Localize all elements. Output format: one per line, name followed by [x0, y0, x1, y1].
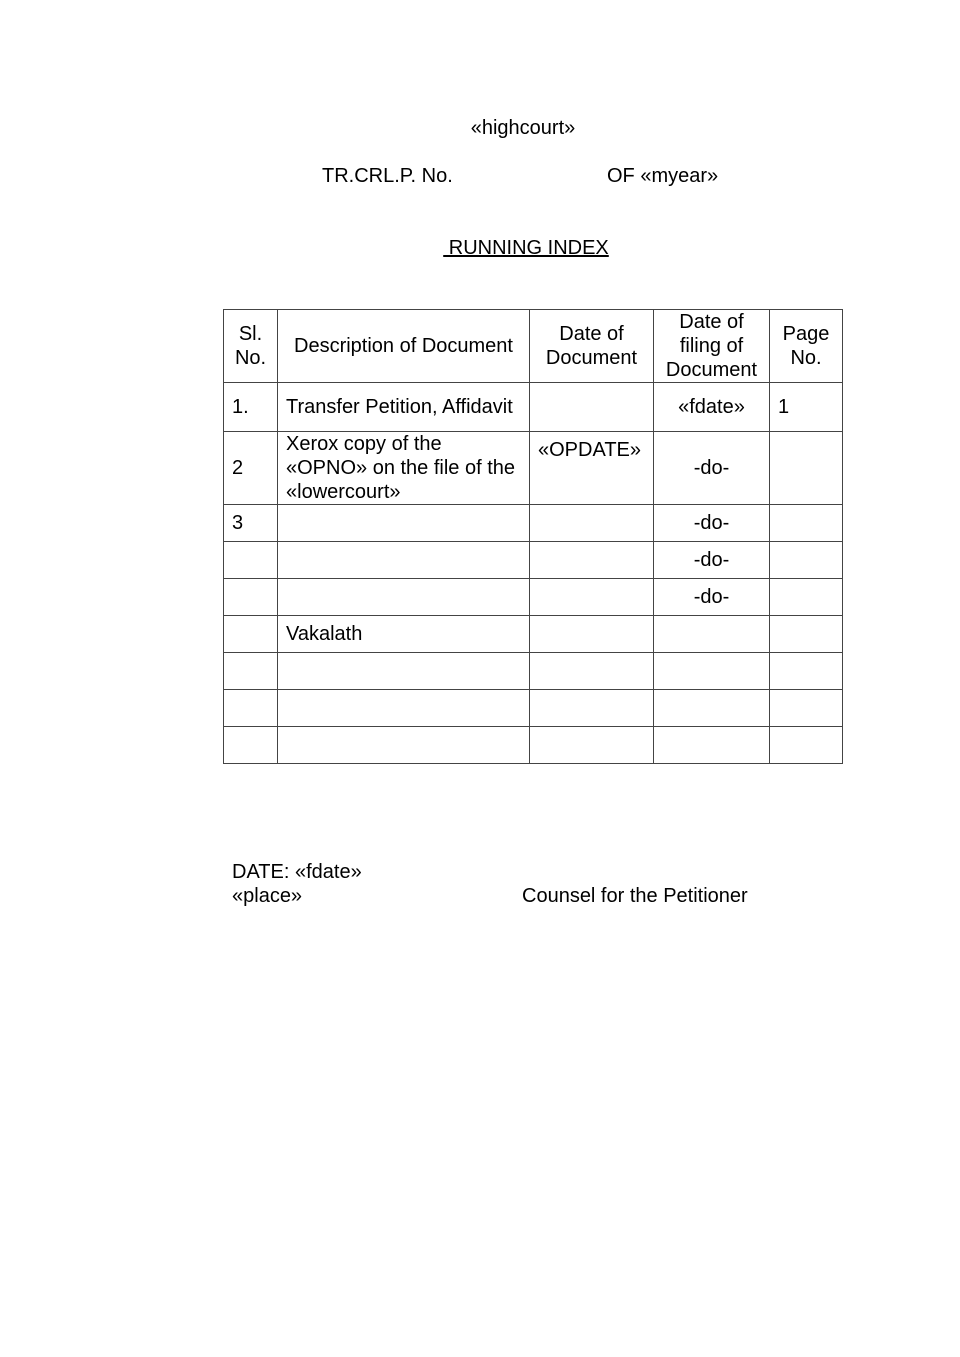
cell-sl: 1. — [224, 383, 278, 432]
cell-description: Transfer Petition, Affidavit — [278, 383, 530, 432]
cell-page — [770, 432, 843, 505]
table-row — [224, 616, 843, 653]
header-date-of-document: Date of Document — [530, 310, 654, 383]
cell-page: 1 — [770, 383, 843, 432]
case-year: OF «myear» — [607, 165, 719, 187]
cell-doc-date — [530, 579, 654, 616]
page-title: RUNNING INDEX — [443, 237, 609, 259]
cell-sl — [224, 542, 278, 579]
cell-description — [278, 505, 530, 542]
table-row — [224, 579, 843, 616]
table-row — [224, 432, 843, 505]
cell-doc-date — [530, 690, 654, 727]
cell-doc-date — [530, 542, 654, 579]
cell-filing-date — [654, 616, 770, 653]
cell-filing-date: -do- — [654, 432, 770, 505]
cell-description — [278, 727, 530, 764]
cell-filing-date — [654, 727, 770, 764]
cell-description: Vakalath — [278, 616, 530, 653]
cell-doc-date — [530, 727, 654, 764]
cell-page — [770, 542, 843, 579]
header-date-of-filing: Date of filing of Document — [654, 310, 770, 383]
table-header-row — [224, 310, 843, 383]
table-row — [224, 505, 843, 542]
cell-doc-date — [530, 616, 654, 653]
table-row — [224, 727, 843, 764]
cell-filing-date — [654, 690, 770, 727]
cell-sl — [224, 727, 278, 764]
cell-filing-date — [654, 653, 770, 690]
header-description: Description of Document — [278, 310, 530, 383]
table-row — [224, 690, 843, 727]
header-page-no: Page No. — [770, 310, 843, 383]
cell-page — [770, 653, 843, 690]
cell-doc-date: «OPDATE» — [530, 432, 654, 505]
cell-doc-date — [530, 505, 654, 542]
cell-sl — [224, 653, 278, 690]
cell-page — [770, 505, 843, 542]
table-row — [224, 383, 843, 432]
cell-filing-date: -do- — [654, 505, 770, 542]
cell-filing-date: «fdate» — [654, 383, 770, 432]
cell-page — [770, 579, 843, 616]
cell-page — [770, 616, 843, 653]
cell-description: Xerox copy of the «OPNO» on the file of the «lowercourt» — [278, 432, 530, 505]
cell-description — [278, 542, 530, 579]
cell-sl: 3 — [224, 505, 278, 542]
cell-page — [770, 727, 843, 764]
cell-doc-date — [530, 653, 654, 690]
cell-sl: 2 — [224, 432, 278, 505]
cell-doc-date — [530, 383, 654, 432]
cell-sl — [224, 579, 278, 616]
table-row — [224, 542, 843, 579]
table-row — [224, 653, 843, 690]
case-number-label: TR.CRL.P. No. — [322, 165, 453, 187]
cell-filing-date: -do- — [654, 579, 770, 616]
court-name: «highcourt» — [470, 117, 576, 139]
cell-description — [278, 579, 530, 616]
cell-filing-date: -do- — [654, 542, 770, 579]
cell-sl — [224, 616, 278, 653]
cell-description — [278, 653, 530, 690]
cell-description — [278, 690, 530, 727]
place-field: «place» — [232, 885, 303, 907]
counsel-signature-label: Counsel for the Petitioner — [522, 885, 748, 907]
cell-sl — [224, 690, 278, 727]
filing-date-line: DATE: «fdate» — [232, 861, 362, 883]
header-sl-no: Sl. No. — [224, 310, 278, 383]
running-index-table — [223, 309, 843, 764]
cell-page — [770, 690, 843, 727]
